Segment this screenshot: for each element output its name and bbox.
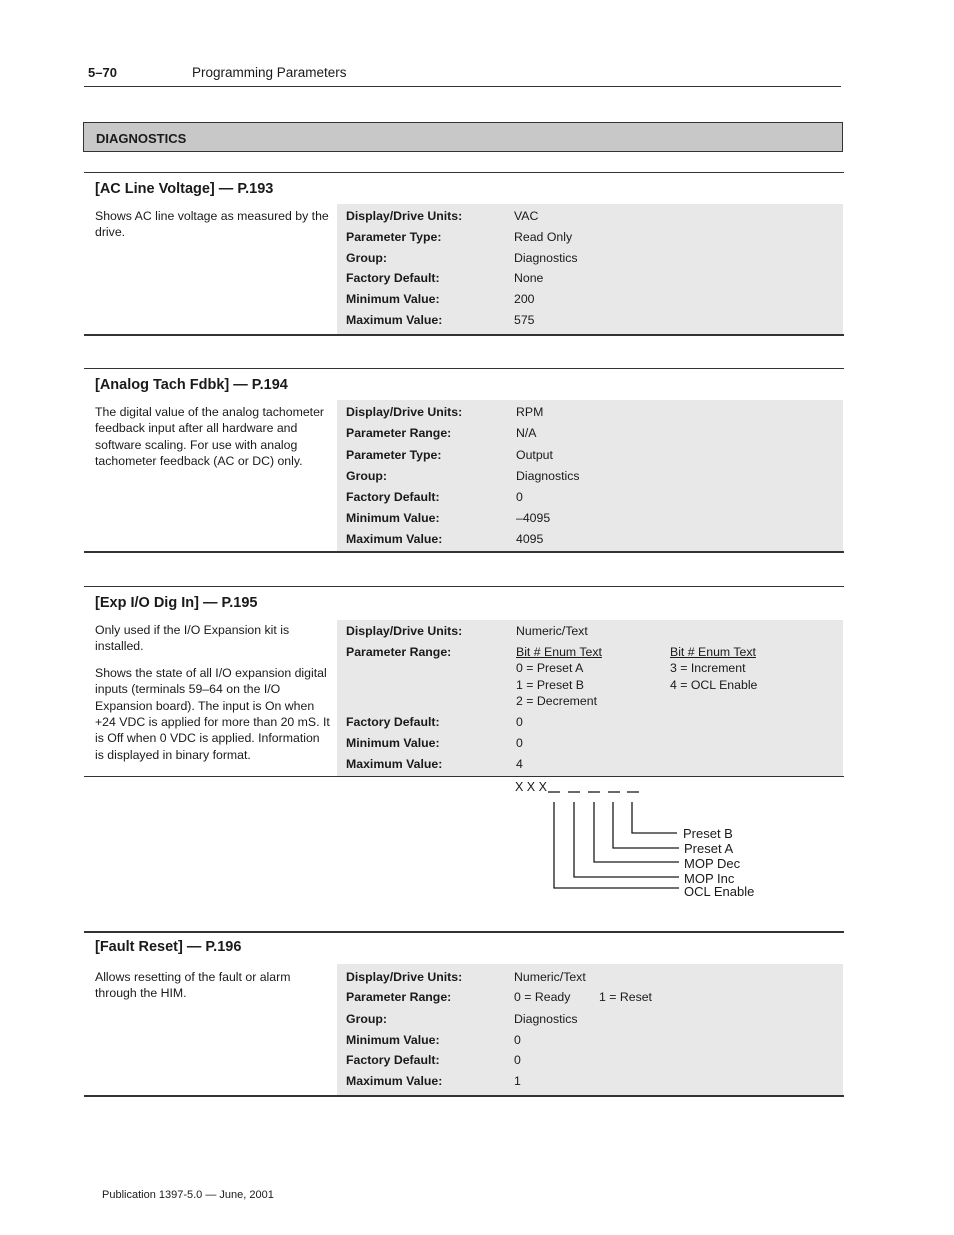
row-label: Group:: [346, 1012, 387, 1026]
row-value: 0 = Ready: [514, 990, 571, 1004]
table-row: [337, 987, 843, 1007]
enum-header: Bit # Enum Text: [670, 645, 756, 659]
parameter-title: [Analog Tach Fdbk] — P.194: [95, 377, 288, 393]
row-label: Maximum Value:: [346, 313, 443, 327]
table-row: [337, 1050, 843, 1070]
bit-label: OCL Enable: [684, 884, 755, 899]
row-value: 200: [514, 292, 535, 306]
row-label: Maximum Value:: [346, 757, 443, 771]
description-paragraph: Shows the state of all I/O expansion digital inputs (terminals 59–64 on the I/O Expansion board). The input is On when +24 VDC is applied for more than 20 mS. It is Off when 0 VDC is applied. Information is displayed in binary format.: [95, 665, 330, 762]
row-value: 4: [516, 757, 523, 771]
page-number: 5–70: [88, 65, 117, 80]
row-value: 0: [516, 715, 523, 729]
row-label: Minimum Value:: [346, 1033, 440, 1047]
row-label: Group:: [346, 469, 387, 483]
row-label: Minimum Value:: [346, 736, 440, 750]
enum-header: Bit # Enum Text: [516, 645, 602, 659]
row-value: –4095: [516, 511, 551, 525]
row-label: Display/Drive Units:: [346, 970, 463, 984]
row-label: Parameter Range:: [346, 426, 452, 440]
parameter-description: [95, 969, 330, 1012]
row-value: 1: [514, 1074, 521, 1088]
enum-entry: 1 = Preset B: [516, 678, 585, 692]
row-label: Display/Drive Units:: [346, 405, 463, 419]
row-label: Minimum Value:: [346, 292, 440, 306]
row-value: 0: [514, 1033, 521, 1047]
row-value: None: [514, 271, 544, 285]
row-value: Numeric/Text: [516, 624, 588, 638]
group-bar-label: DIAGNOSTICS: [96, 131, 187, 146]
row-value: Diagnostics: [514, 1012, 578, 1026]
enum-entry: 0 = Preset A: [516, 661, 584, 675]
parameter-table: [337, 964, 843, 1095]
row-value: Numeric/Text: [514, 970, 586, 984]
enum-entry: 4 = OCL Enable: [670, 678, 758, 692]
parameter-title: [Fault Reset] — P.196: [95, 939, 242, 955]
row-value: 0: [514, 1053, 521, 1067]
row-label: Factory Default:: [346, 715, 440, 729]
table-row: [337, 967, 843, 987]
row-label: Parameter Type:: [346, 448, 442, 462]
table-row: [337, 1030, 843, 1050]
enum-entry: 2 = Decrement: [516, 694, 597, 708]
row-value: RPM: [516, 405, 544, 419]
row-value: VAC: [514, 209, 539, 223]
row-value: Diagnostics: [516, 469, 580, 483]
enum-entry: 3 = Increment: [670, 661, 746, 675]
bit-label: MOP Dec: [684, 856, 741, 871]
chapter-title: Programming Parameters: [192, 65, 347, 80]
row-value: Output: [516, 448, 553, 462]
section-bottom-rule: [84, 1095, 844, 1097]
table-row: [337, 1071, 843, 1091]
row-label: Parameter Range:: [346, 645, 452, 659]
bit-label: MOP Inc: [684, 871, 735, 886]
row-value: 0: [516, 490, 523, 504]
row-value: Diagnostics: [514, 251, 578, 265]
row-label: Display/Drive Units:: [346, 624, 463, 638]
row-label: Factory Default:: [346, 1053, 440, 1067]
row-label: Maximum Value:: [346, 1074, 443, 1088]
row-label: Parameter Range:: [346, 990, 452, 1004]
row-value: 4095: [516, 532, 544, 546]
row-value: 575: [514, 313, 535, 327]
parameter-title: [AC Line Voltage] — P.193: [95, 181, 274, 197]
row-label: Display/Drive Units:: [346, 209, 463, 223]
bit-pattern: X X X: [515, 780, 547, 794]
section-top-rule: [84, 931, 844, 933]
description-paragraph: Shows AC line voltage as measured by the drive.: [95, 209, 329, 240]
bit-label: Preset B: [683, 826, 733, 841]
row-value: 0: [516, 736, 523, 750]
row-value: N/A: [516, 426, 537, 440]
description-paragraph: Only used if the I/O Expansion kit is installed.: [95, 623, 290, 654]
row-label: Minimum Value:: [346, 511, 440, 525]
row-label: Factory Default:: [346, 490, 440, 504]
row-value: Read Only: [514, 230, 573, 244]
description-paragraph: Allows resetting of the fault or alarm through the HIM.: [95, 970, 291, 1001]
parameter-section-p196: [84, 931, 844, 1099]
table-row: [337, 1009, 843, 1029]
parameter-title: [Exp I/O Dig In] — P.195: [95, 595, 258, 611]
row-label: Group:: [346, 251, 387, 265]
row-value-secondary: 1 = Reset: [599, 990, 652, 1004]
publication-footer: Publication 1397-5.0 — June, 2001: [102, 1189, 274, 1201]
bit-label: Preset A: [684, 841, 734, 856]
row-label: Parameter Type:: [346, 230, 442, 244]
description-paragraph: The digital value of the analog tachometer feedback input after all hardware and software scaling. For use with analog tachometer feedback (AC or DC) only.: [95, 405, 325, 469]
row-label: Maximum Value:: [346, 532, 443, 546]
row-label: Factory Default:: [346, 271, 440, 285]
